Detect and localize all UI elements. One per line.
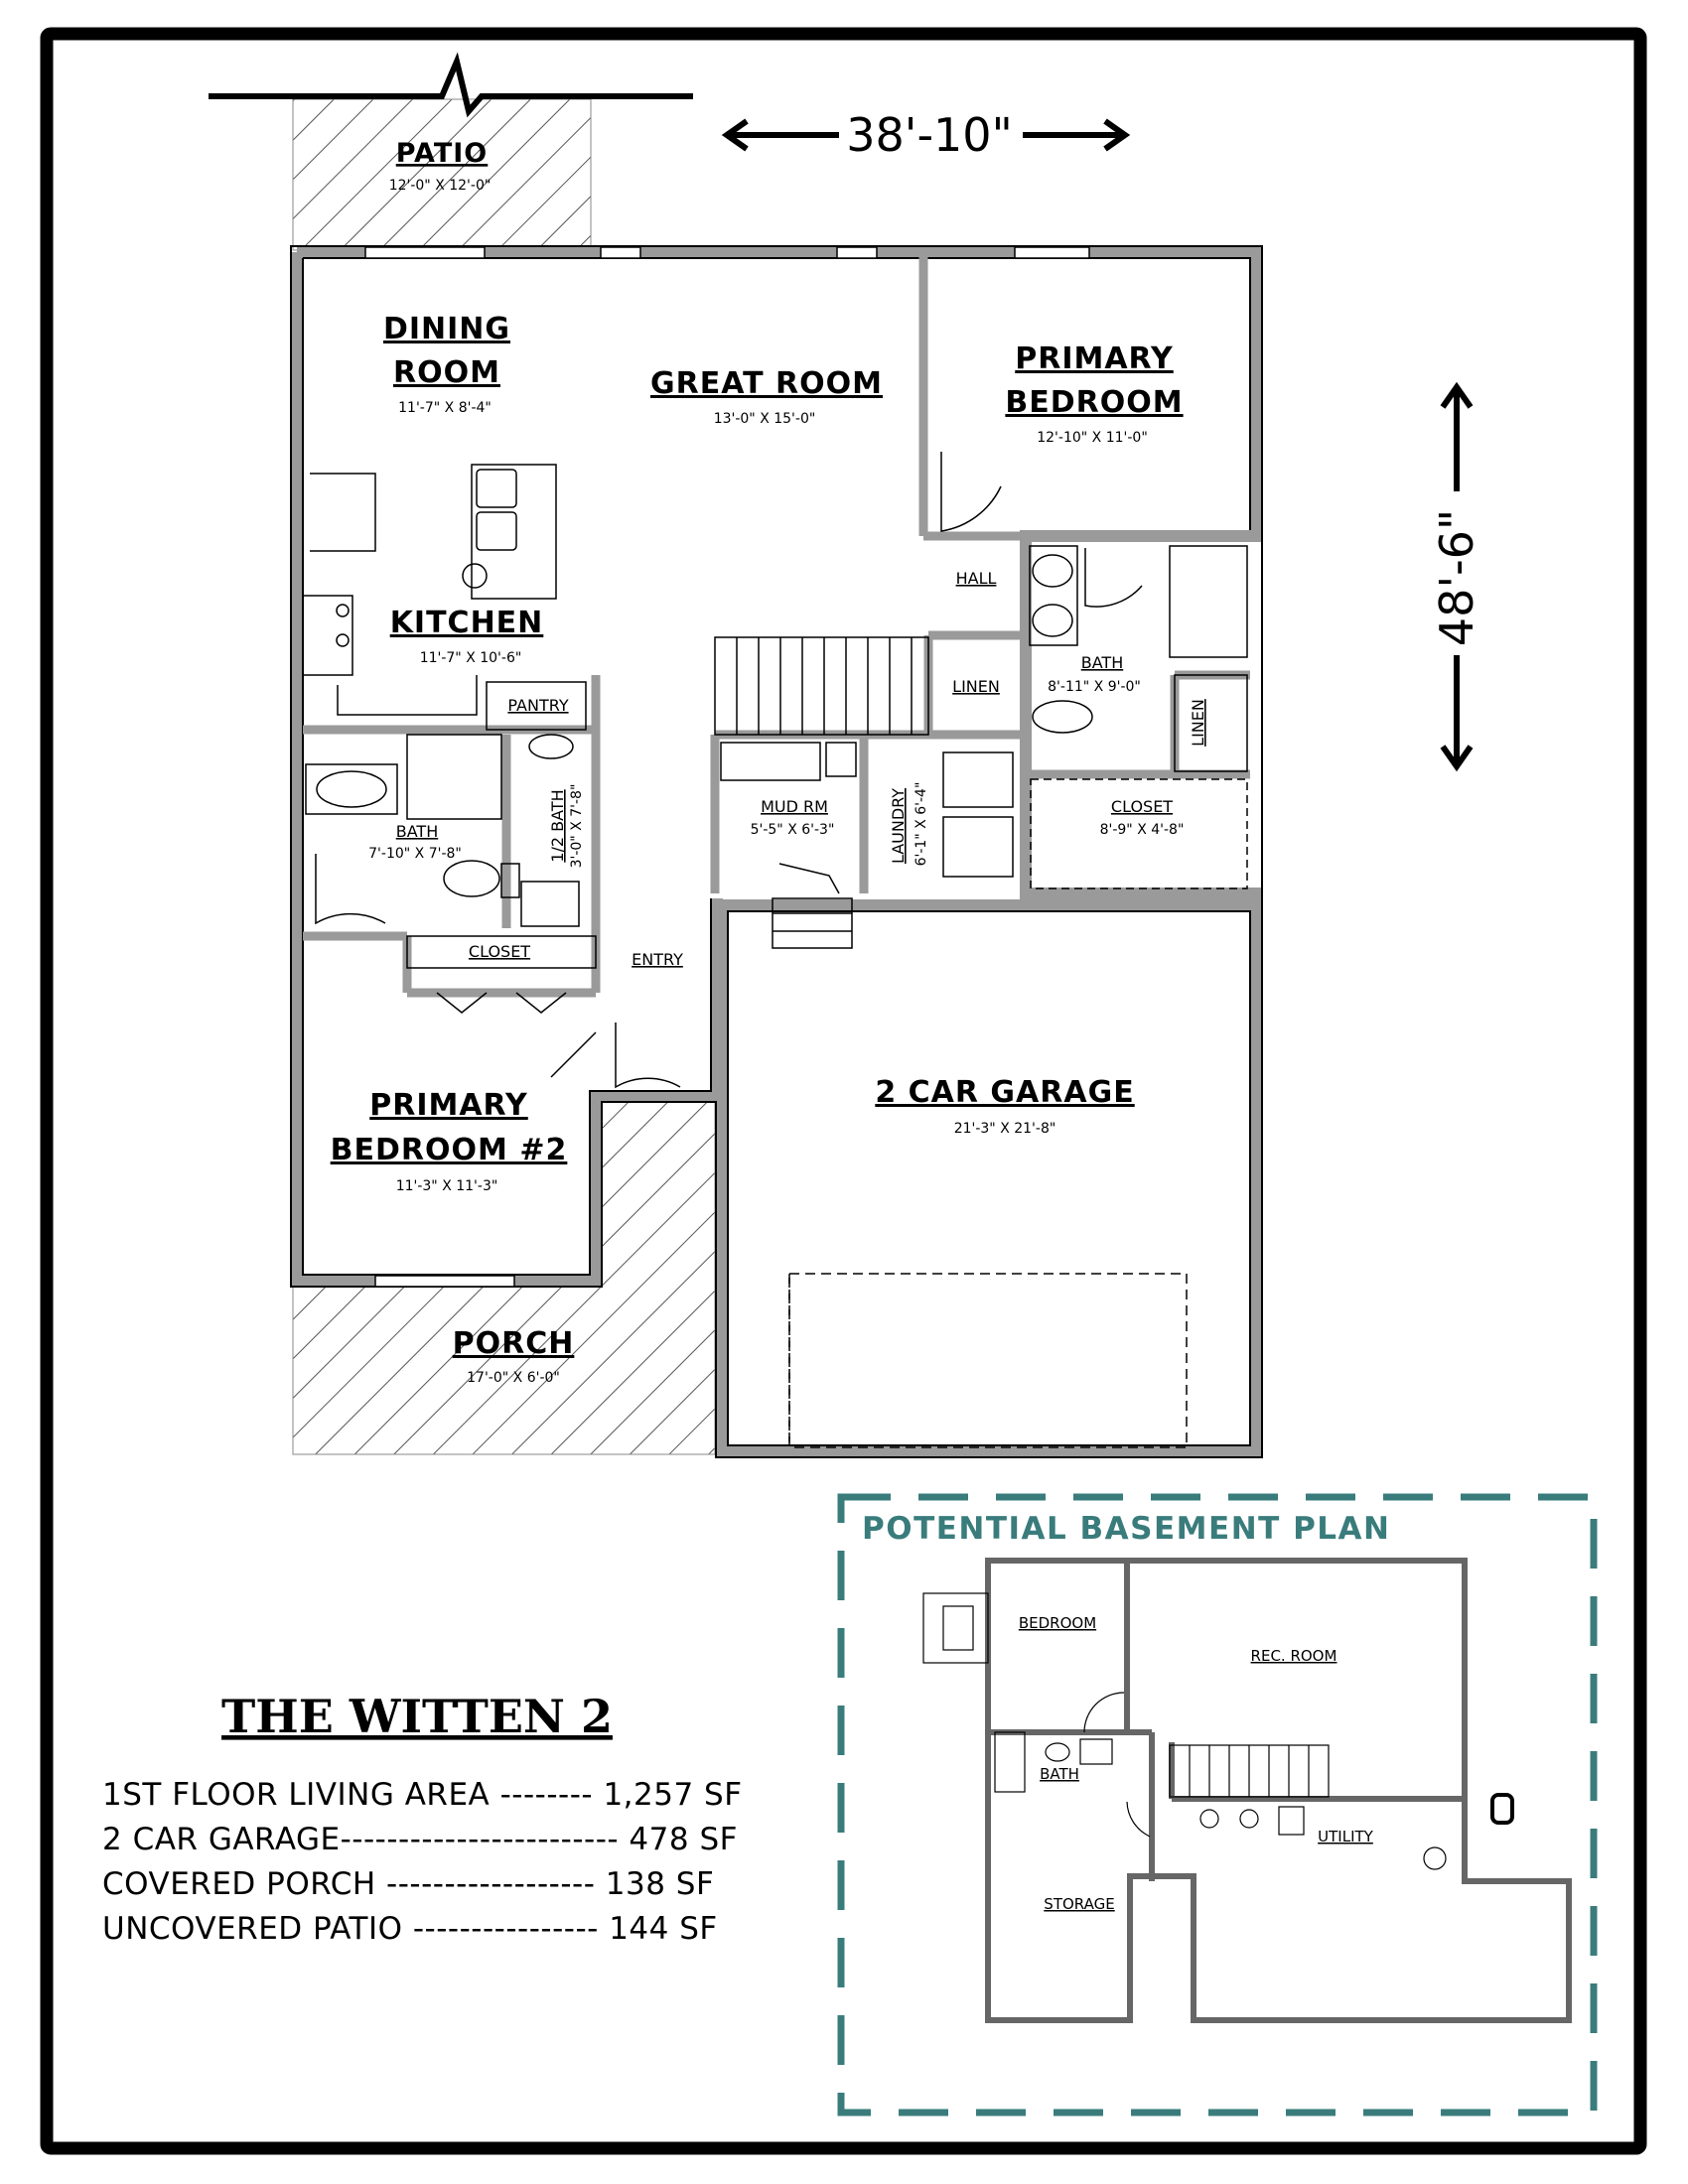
kitchen-size: 11'-7" X 10'-6" (419, 650, 522, 666)
area-line-4: UNCOVERED PATIO ---------------- 144 SF (102, 1911, 718, 1947)
main-stairs (715, 637, 928, 735)
primary-bedroom-label-1: PRIMARY (1015, 341, 1174, 376)
primary-closet-size: 8'-9" X 4'-8" (1099, 822, 1185, 838)
linen-label-1: LINEN (952, 677, 1000, 696)
area-line-2: 2 CAR GARAGE------------------------ 478 SF (102, 1822, 738, 1857)
dining-size: 11'-7" X 8'-4" (398, 400, 492, 416)
basement-utility-label: UTILITY (1318, 1828, 1373, 1845)
linen-label-2: LINEN (1189, 699, 1207, 747)
bedroom-2-label-2: BEDROOM #2 (330, 1133, 568, 1167)
primary-closet-label: CLOSET (1110, 797, 1174, 816)
garage-size: 21'-3" X 21'-8" (953, 1121, 1056, 1137)
laundry-label: LAUNDRY (889, 787, 908, 865)
mud-room-label: MUD RM (761, 797, 828, 816)
kitchen-island (472, 465, 556, 599)
garage-door-outline (789, 1274, 1187, 1447)
bath-label: BATH (395, 822, 439, 841)
kitchen-label: KITCHEN (389, 606, 544, 640)
great-room-label: GREAT ROOM (650, 366, 883, 401)
primary-bath-label: BATH (1080, 653, 1124, 672)
dining-label-2: ROOM (393, 355, 500, 390)
basement-bath-label: BATH (1040, 1765, 1079, 1783)
basement-title: POTENTIAL BASEMENT PLAN (862, 1511, 1391, 1547)
bedroom-2-size: 11'-3" X 11'-3" (395, 1178, 498, 1194)
primary-bath-size: 8'-11" X 9'-0" (1048, 679, 1141, 695)
patio-label: PATIO (395, 138, 489, 169)
entry-label: ENTRY (632, 950, 683, 969)
area-line-1: 1ST FLOOR LIVING AREA -------- 1,257 SF (102, 1777, 743, 1813)
area-line-3: COVERED PORCH ------------------ 138 SF (102, 1866, 715, 1902)
exterior-wall-garage (722, 905, 1256, 1451)
basement-rec-room-label: REC. ROOM (1250, 1647, 1337, 1665)
hall-label: HALL (955, 569, 997, 588)
patio-area (293, 99, 591, 250)
primary-bedroom-label-2: BEDROOM (1005, 385, 1184, 420)
basement-bedroom-label: BEDROOM (1018, 1614, 1097, 1632)
patio-size: 12'-0" X 12'-0" (388, 178, 492, 194)
dining-label-1: DINING (382, 312, 511, 346)
garage-label: 2 CAR GARAGE (875, 1075, 1135, 1110)
porch-size: 17'-0" X 6'-0" (467, 1370, 560, 1386)
porch-label: PORCH (452, 1326, 575, 1361)
main-floor-plan (209, 62, 1471, 1457)
closet-label: CLOSET (468, 942, 531, 961)
primary-linen (1175, 675, 1247, 771)
pantry-label: PANTRY (507, 696, 569, 715)
half-bath-size: 3'-0" X 7'-8" (569, 783, 585, 869)
overall-width-label: 38'-10" (846, 108, 1013, 162)
overall-depth-label: 48'-6" (1430, 508, 1483, 647)
basement-plan (841, 1497, 1594, 2113)
laundry-size: 6'-1" X 6'-4" (914, 781, 929, 867)
basement-storage-label: STORAGE (1044, 1895, 1115, 1913)
primary-bedroom-size: 12'-10" X 11'-0" (1037, 430, 1148, 446)
bedroom-2-label-1: PRIMARY (369, 1088, 528, 1123)
great-room-size: 13'-0" X 15'-0" (713, 411, 816, 427)
plan-title: THE WITTEN 2 (221, 1690, 613, 1743)
mud-room-size: 5'-5" X 6'-3" (750, 822, 835, 838)
bath-size: 7'-10" X 7'-8" (368, 846, 462, 862)
half-bath-label: 1/2 BATH (548, 789, 567, 863)
